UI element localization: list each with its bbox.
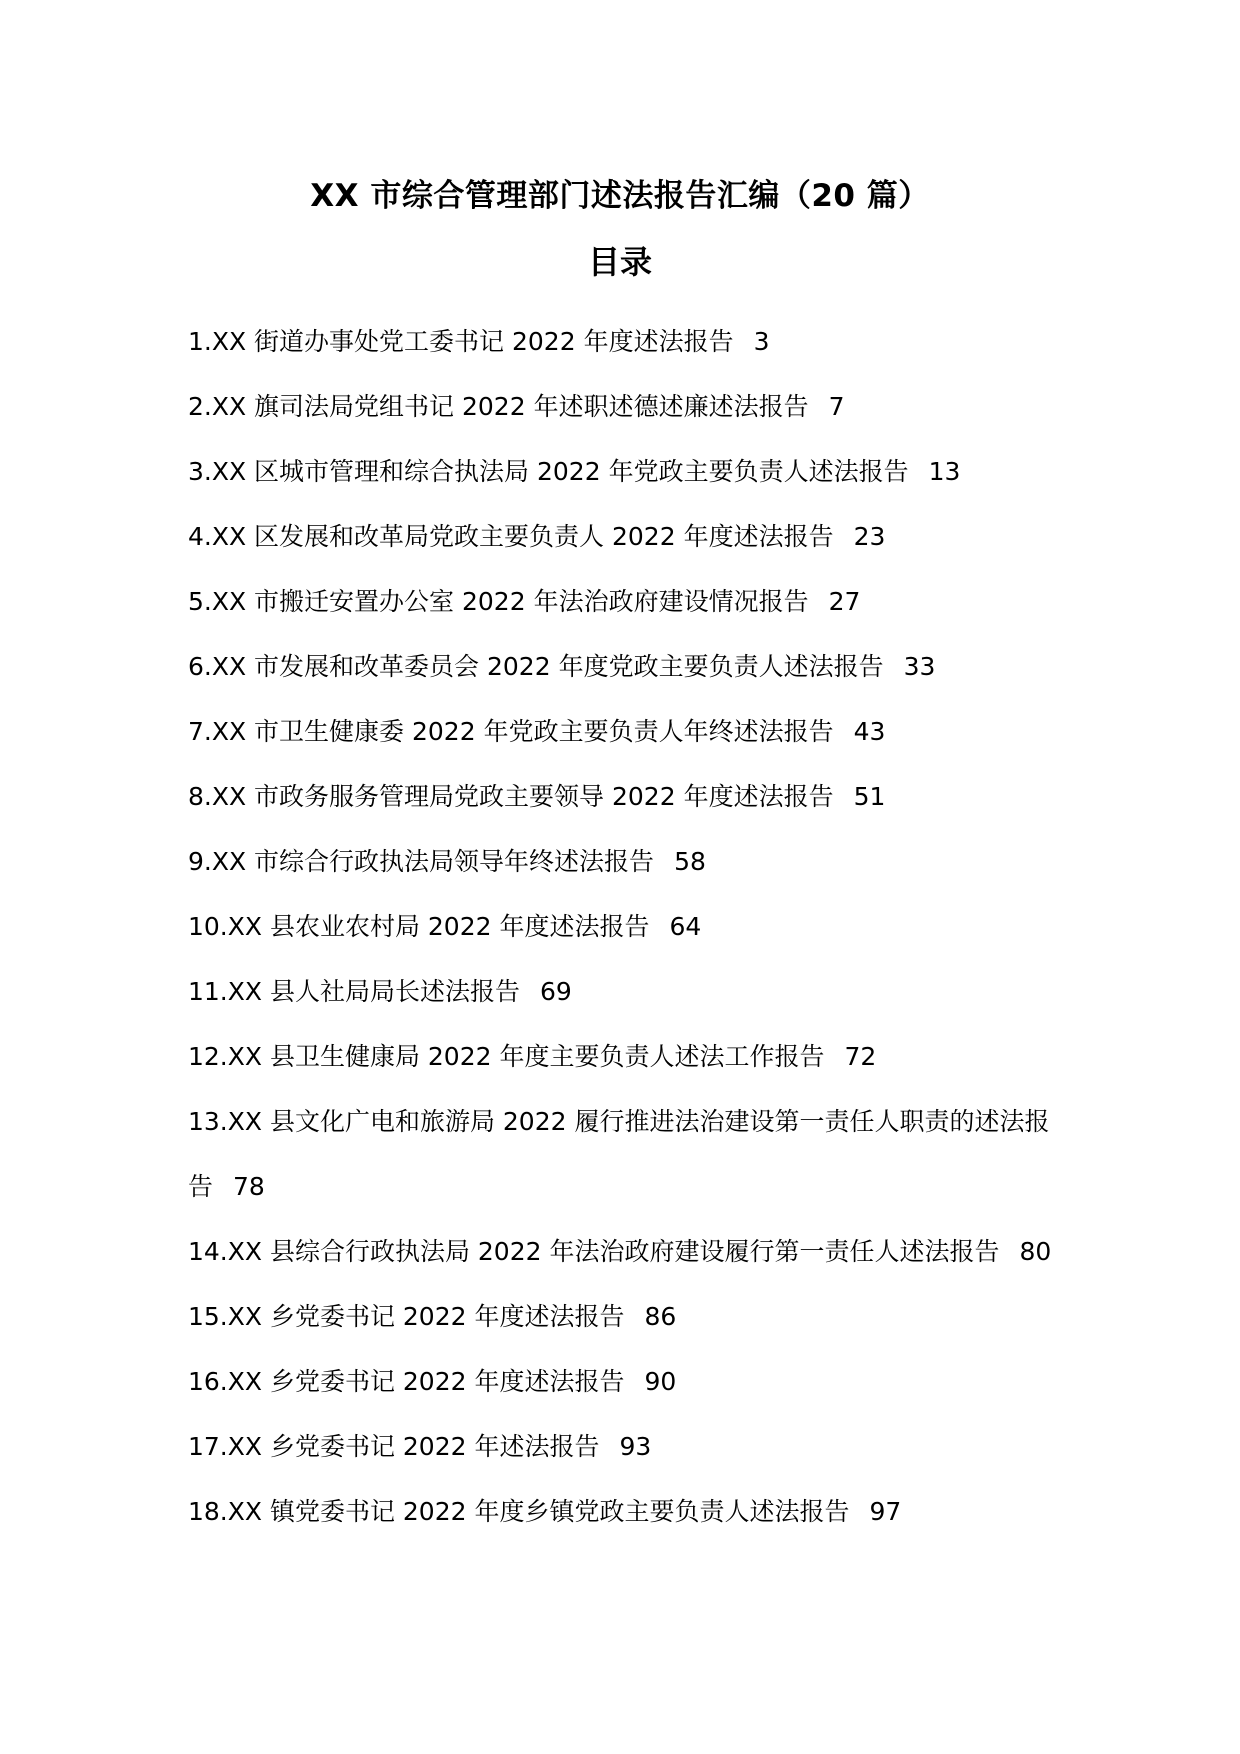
- toc-entry[interactable]: [188, 1414, 1068, 1479]
- table-of-contents: [188, 309, 1068, 1544]
- toc-entry-title: 4.XX 区发展和改革局党政主要负责人 2022 年度述法报告: [188, 522, 834, 551]
- toc-entry-title: 2.XX 旗司法局党组书记 2022 年述职述德述廉述法报告: [188, 392, 809, 421]
- toc-entry-title: 12.XX 县卫生健康局 2022 年度主要负责人述法工作报告: [188, 1042, 825, 1071]
- toc-entry[interactable]: [188, 1219, 1068, 1284]
- toc-entry[interactable]: [188, 1089, 1068, 1219]
- toc-entry-page-number: 64: [669, 912, 702, 941]
- toc-entry[interactable]: [188, 894, 1068, 959]
- toc-entry[interactable]: [188, 829, 1068, 894]
- toc-entry-title: 14.XX 县综合行政执法局 2022 年法治政府建设履行第一责任人述法报告: [188, 1237, 1000, 1266]
- toc-entry-title: 8.XX 市政务服务管理局党政主要领导 2022 年度述法报告: [188, 782, 834, 811]
- toc-entry-page-number: 69: [539, 977, 572, 1006]
- toc-entry-title: 16.XX 乡党委书记 2022 年度述法报告: [188, 1367, 625, 1396]
- toc-entry-title: 15.XX 乡党委书记 2022 年度述法报告: [188, 1302, 625, 1331]
- toc-entry[interactable]: [188, 1024, 1068, 1089]
- toc-entry-title: 10.XX 县农业农村局 2022 年度述法报告: [188, 912, 650, 941]
- toc-entry[interactable]: [188, 1284, 1068, 1349]
- toc-entry-page-number: 90: [644, 1367, 677, 1396]
- toc-entry-page-number: 86: [644, 1302, 677, 1331]
- toc-entry-page-number: 43: [853, 717, 886, 746]
- toc-entry[interactable]: [188, 764, 1068, 829]
- toc-entry-page-number: 3: [753, 327, 770, 356]
- toc-entry[interactable]: [188, 439, 1068, 504]
- toc-entry-page-number: 97: [869, 1497, 902, 1526]
- toc-entry-title: 9.XX 市综合行政执法局领导年终述法报告: [188, 847, 655, 876]
- toc-entry[interactable]: [188, 374, 1068, 439]
- toc-entry-page-number: 51: [853, 782, 886, 811]
- toc-entry[interactable]: [188, 699, 1068, 764]
- toc-entry-page-number: 80: [1019, 1237, 1052, 1266]
- toc-entry-title: 18.XX 镇党委书记 2022 年度乡镇党政主要负责人述法报告: [188, 1497, 850, 1526]
- toc-entry-title: 3.XX 区城市管理和综合执法局 2022 年党政主要负责人述法报告: [188, 457, 909, 486]
- toc-entry-title: 7.XX 市卫生健康委 2022 年党政主要负责人年终述法报告: [188, 717, 834, 746]
- toc-entry-page-number: 27: [828, 587, 861, 616]
- toc-heading: 目录: [587, 243, 652, 281]
- toc-entry[interactable]: [188, 634, 1068, 699]
- toc-entry[interactable]: [188, 1349, 1068, 1414]
- toc-entry[interactable]: [188, 309, 1068, 374]
- document-title: XX 市综合管理部门述法报告汇编（20 篇）: [310, 178, 930, 214]
- toc-entry[interactable]: [188, 1479, 1068, 1544]
- toc-entry[interactable]: [188, 504, 1068, 569]
- toc-entry[interactable]: [188, 569, 1068, 634]
- toc-entry-page-number: 58: [674, 847, 706, 876]
- toc-entry-page-number: 13: [928, 457, 961, 486]
- toc-entry-title: 1.XX 街道办事处党工委书记 2022 年度述法报告: [188, 327, 734, 356]
- toc-entry-title: 6.XX 市发展和改革委员会 2022 年度党政主要负责人述法报告: [188, 652, 884, 681]
- toc-entry[interactable]: [188, 959, 1068, 1024]
- toc-entry-title: 13.XX 县文化广电和旅游局 2022 履行推进法治建设第一责任人职责的述法报告: [188, 1107, 1050, 1201]
- toc-entry-page-number: 93: [619, 1432, 652, 1461]
- toc-entry-page-number: 7: [828, 392, 845, 421]
- toc-entry-title: 11.XX 县人社局局长述法报告: [188, 977, 520, 1006]
- toc-entry-title: 17.XX 乡党委书记 2022 年述法报告: [188, 1432, 600, 1461]
- toc-entry-page-number: 78: [233, 1172, 265, 1201]
- toc-entry-page-number: 33: [903, 652, 936, 681]
- toc-entry-page-number: 72: [844, 1042, 877, 1071]
- toc-entry-title: 5.XX 市搬迁安置办公室 2022 年法治政府建设情况报告: [188, 587, 809, 616]
- toc-entry-page-number: 23: [853, 522, 886, 551]
